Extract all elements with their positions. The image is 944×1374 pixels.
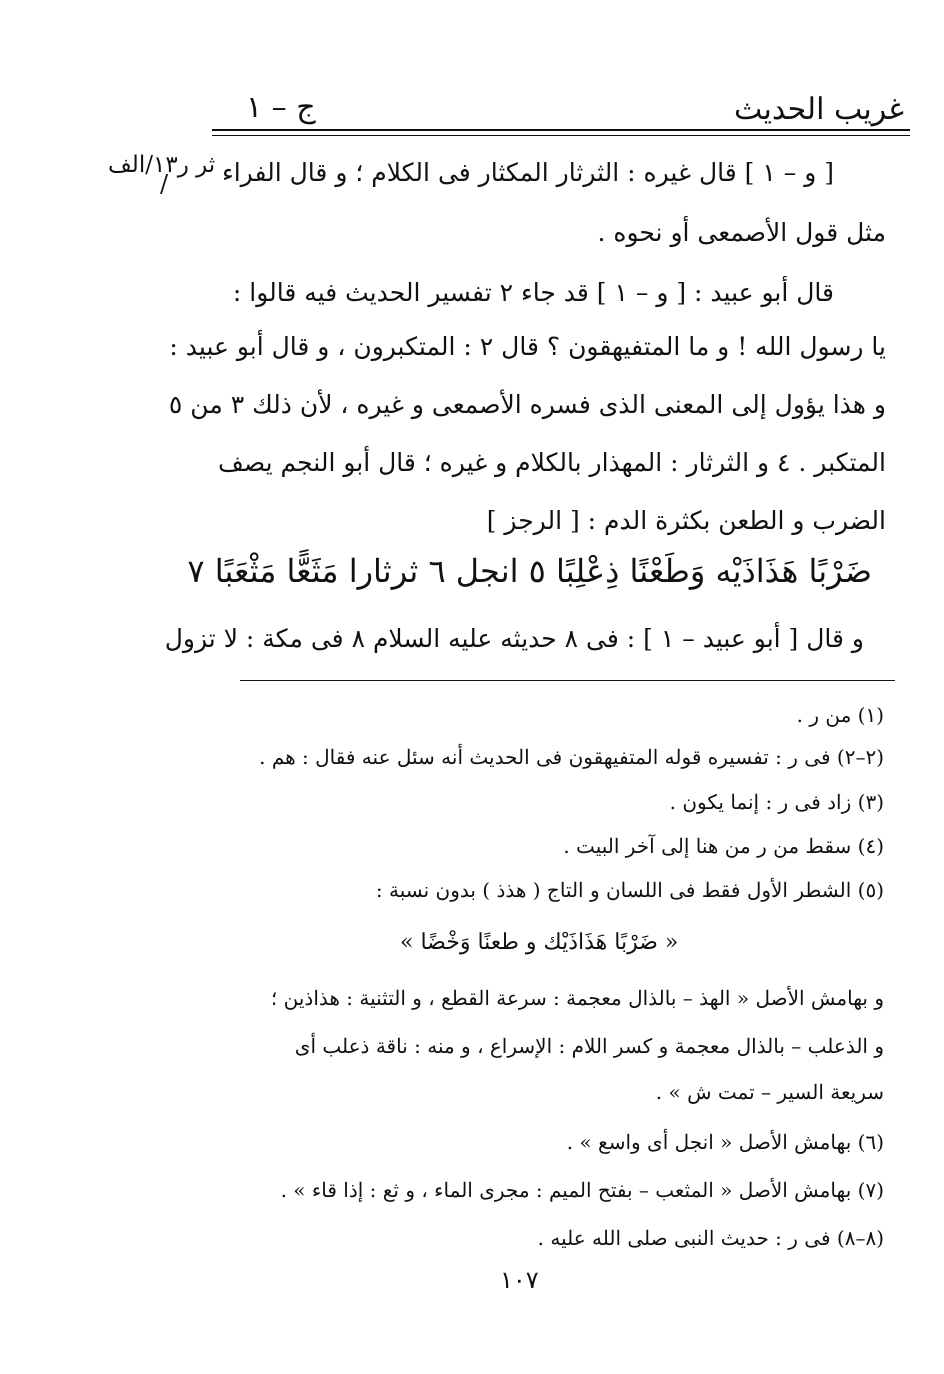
- body-line: و هذا يؤول إلى المعنى الذى فسره الأصمعى و غيره ، لأن ذلك ٣ من ٥: [168, 390, 886, 419]
- footnote: (٣) زاد فى ر : إنما يكون .: [669, 790, 884, 814]
- body-line: قال أبو عبيد : [ و – ١ ] قد جاء ٢ تفسير الحديث فيه قالوا :: [232, 278, 834, 307]
- footnote-verse: « ضَرْبًا هَذَاذَيْك و طعنًا وَخْضًا »: [400, 930, 679, 955]
- page-number: ١٠٧: [500, 1266, 539, 1294]
- footnote: (٧) بهامش الأصل « المثعب – بفتح الميم : مجرى الماء ، و ثع : إذا قاء » .: [280, 1178, 884, 1202]
- header-rule: [212, 129, 910, 131]
- body-line: [ و – ١ ] قال غيره : الثرثار المكثار فى الكلام ؛ و قال الفراء: [221, 158, 834, 187]
- footnote: (٤) سقط من ر من هنا إلى آخر البيت .: [563, 834, 884, 858]
- verse-line: ضَرْبًا هَذَاذَيْه وَطَعْنًا ذِعْلِبًا ٥ انجل ٦ ثرثارا مَثَعًّا مَثْعَبًا ٧: [187, 552, 872, 590]
- folio-break-mark: /: [160, 170, 169, 198]
- footnote: (٨–٨) فى ر : حديث النبى صلى الله عليه .: [537, 1226, 884, 1250]
- footnote: و الذعلب – بالذال معجمة و كسر اللام : الإسراع ، و منه : ناقة ذعلب أى: [294, 1034, 884, 1058]
- body-line: يا رسول الله ! و ما المتفيهقون ؟ قال ٢ : المتكبرون ، و قال أبو عبيد :: [169, 332, 886, 361]
- volume-label: ج – ١: [246, 90, 316, 125]
- body-line: الضرب و الطعن بكثرة الدم : [ الرجز ]: [486, 506, 886, 535]
- body-line: المتكبر . ٤ و الثرثار : المهذار بالكلام و غيره ؛ قال أبو النجم يصف: [218, 448, 886, 477]
- footnote: (٥) الشطر الأول فقط فى اللسان و التاج ( هذذ ) بدون نسبة :: [375, 878, 884, 902]
- footnote: و بهامش الأصل « الهذ – بالذال معجمة : سرعة القطع ، و التثنية : هذاذين ؛: [270, 986, 884, 1010]
- header-rule-thin: [212, 135, 910, 136]
- body-line: مثل قول الأصمعى أو نحوه .: [597, 218, 886, 247]
- footnote: (٢–٢) فى ر : تفسيره قوله المتفيهقون فى الحديث أنه سئل عنه فقال : هم .: [259, 745, 884, 769]
- footnote: سريعة السير – تمت ش » .: [655, 1080, 884, 1104]
- running-title: غريب الحديث: [734, 92, 904, 127]
- manuscript-folio-note: ثر ر١٣/الف: [108, 152, 216, 178]
- footnote: (٦) بهامش الأصل « انجل أى واسع » .: [566, 1130, 884, 1154]
- footnote-rule: [240, 680, 895, 681]
- footnote: (١) من ر .: [796, 703, 884, 727]
- body-line: و قال [ أبو عبيد – ١ ] : فى ٨ حديثه عليه السلام ٨ فى مكة : لا تزول: [164, 624, 864, 653]
